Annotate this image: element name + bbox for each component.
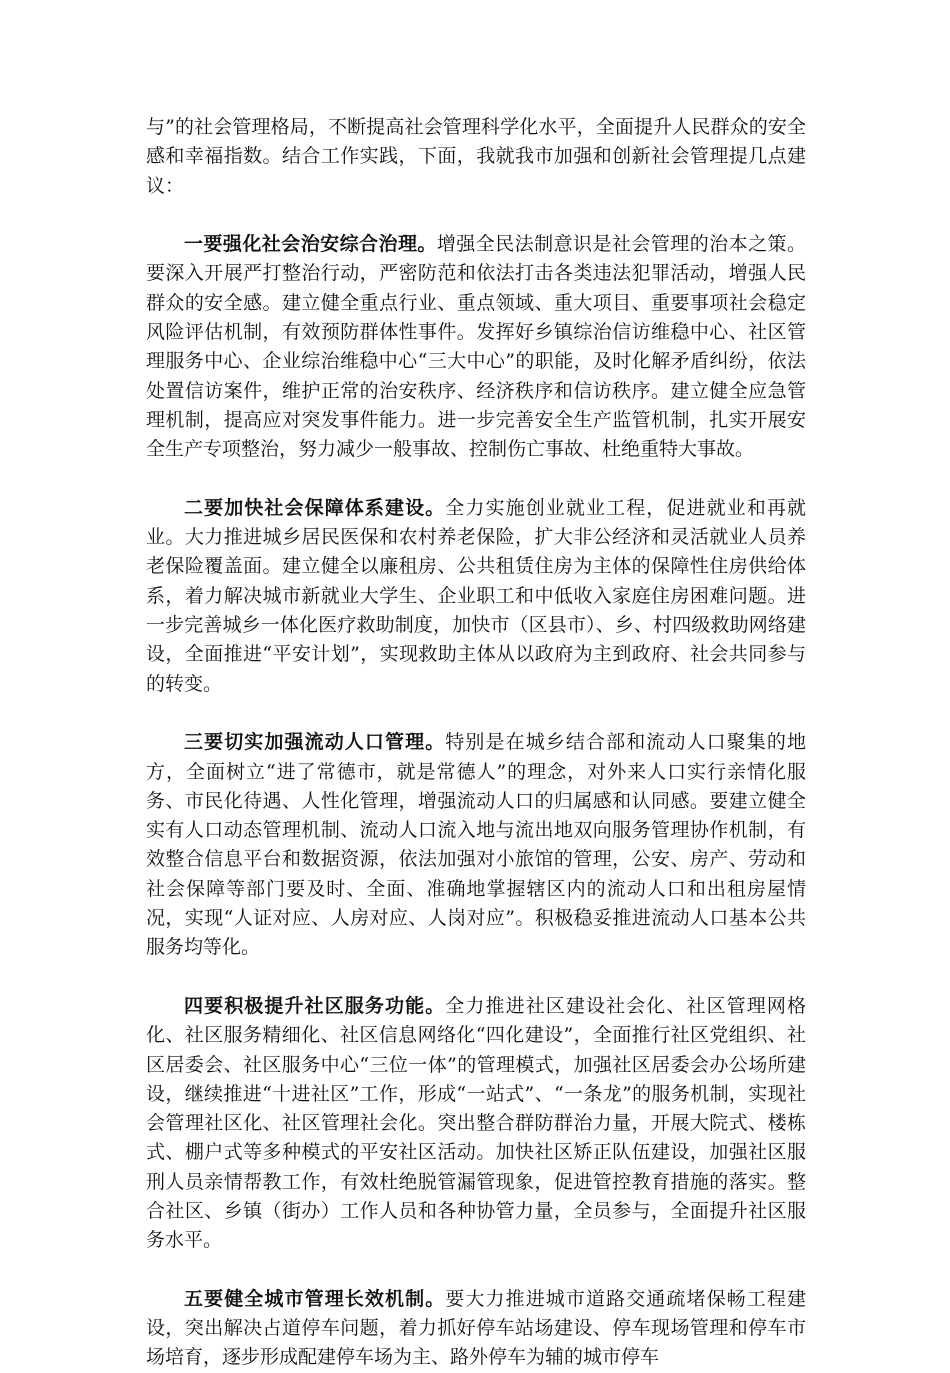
section-body-1: 增强全民法制意识是社会管理的治本之策。要深入开展严打整治行动，严密防范和依法打击各类违法犯罪活动，增强人民群众的安全感。建立健全重点行业、重点领域、重大项目、重要事项社会稳定风险评估机制，有效预防群体性事件。发挥好乡镇综治信访维稳中心、社区管理服务中心、企业综治维稳中心“三大中心”的职能，及时化解矛盾纠纷，依法处置信访案件，维护正常的治安秩序、经济秩序和信访秩序。建立健全应急管理机制，提高应对突发事件能力。进一步完善安全生产监管机制，扎实开展安全生产专项整治，努力减少一般事故、控制伤亡事故、杜绝重特大事故。: [146, 233, 806, 461]
section-paragraph-1: [146, 230, 806, 464]
section-paragraph-2: [146, 494, 806, 699]
section-heading-1: 一要强化社会治安综合治理。: [184, 233, 437, 256]
section-body-5: 要大力推进城市道路交通疏堵保畅工程建设，突出解决占道停车问题，着力抓好停车站场建设、停车现场管理和停车市场培育，逐步形成配建停车场为主、路外停车为辅的城市停车: [146, 1287, 806, 1369]
document-body: [146, 113, 806, 1373]
section-paragraph-3: [146, 728, 806, 962]
section-heading-4: 四要积极提升社区服务功能。: [184, 994, 446, 1017]
section-body-2: 全力实施创业就业工程，促进就业和再就业。大力推进城乡居民医保和农村养老保险，扩大非公经济和灵活就业人员养老保险覆盖面。建立健全以廉租房、公共租赁住房为主体的保障性住房供给体系，着力解决城市新就业大学生、企业职工和中低收入家庭住房困难问题。进一步完善城乡一体化医疗救助制度，加快市（区县市）、乡、村四级救助网络建设，全面推进“平安计划”，实现救助主体从以政府为主到政府、社会共同参与的转变。: [146, 496, 806, 695]
intro-paragraph: [146, 113, 806, 201]
section-heading-3: 三要切实加强流动人口管理。: [184, 731, 446, 754]
section-body-4: 全力推进社区建设社会化、社区管理网格化、社区服务精细化、社区信息网络化“四化建设”，全面推行社区党组织、社区居委会、社区服务中心“三位一体”的管理模式，加强社区居委会办公场所建设，继续推进“十进社区”工作，形成“一站式”、“一条龙”的服务机制，实现社会管理社区化、社区管理社会化。突出整合群防群治力量，开展大院式、楼栋式、棚户式等多种模式的平安社区活动。加快社区矫正队伍建设，加强社区服刑人员亲情帮教工作，有效杜绝脱管漏管现象，促进管控教育措施的落实。整合社区、乡镇（街办）工作人员和各种协管力量，全员参与，全面提升社区服务水平。: [146, 994, 806, 1252]
section-paragraph-4: [146, 992, 806, 1256]
section-paragraph-5: [146, 1285, 806, 1373]
section-heading-5: 五要健全城市管理长效机制。: [184, 1287, 446, 1310]
intro-text: 与”的社会管理格局，不断提高社会管理科学化水平，全面提升人民群众的安全感和幸福指数。结合工作实践，下面，我就我市加强和创新社会管理提几点建议：: [146, 116, 806, 197]
section-body-3: 特别是在城乡结合部和流动人口聚集的地方，全面树立“进了常德市，就是常德人”的理念，对外来人口实行亲情化服务、市民化待遇、人性化管理，增强流动人口的归属感和认同感。要建立健全实有人口动态管理机制、流动人口流入地与流出地双向服务管理协作机制，有效整合信息平台和数据资源，依法加强对小旅馆的管理，公安、房产、劳动和社会保障等部门要及时、全面、准确地掌握辖区内的流动人口和出租房屋情况，实现“人证对应、人房对应、人岗对应”。积极稳妥推进流动人口基本公共服务均等化。: [146, 731, 806, 959]
section-heading-2: 二要加快社会保障体系建设。: [184, 496, 446, 519]
